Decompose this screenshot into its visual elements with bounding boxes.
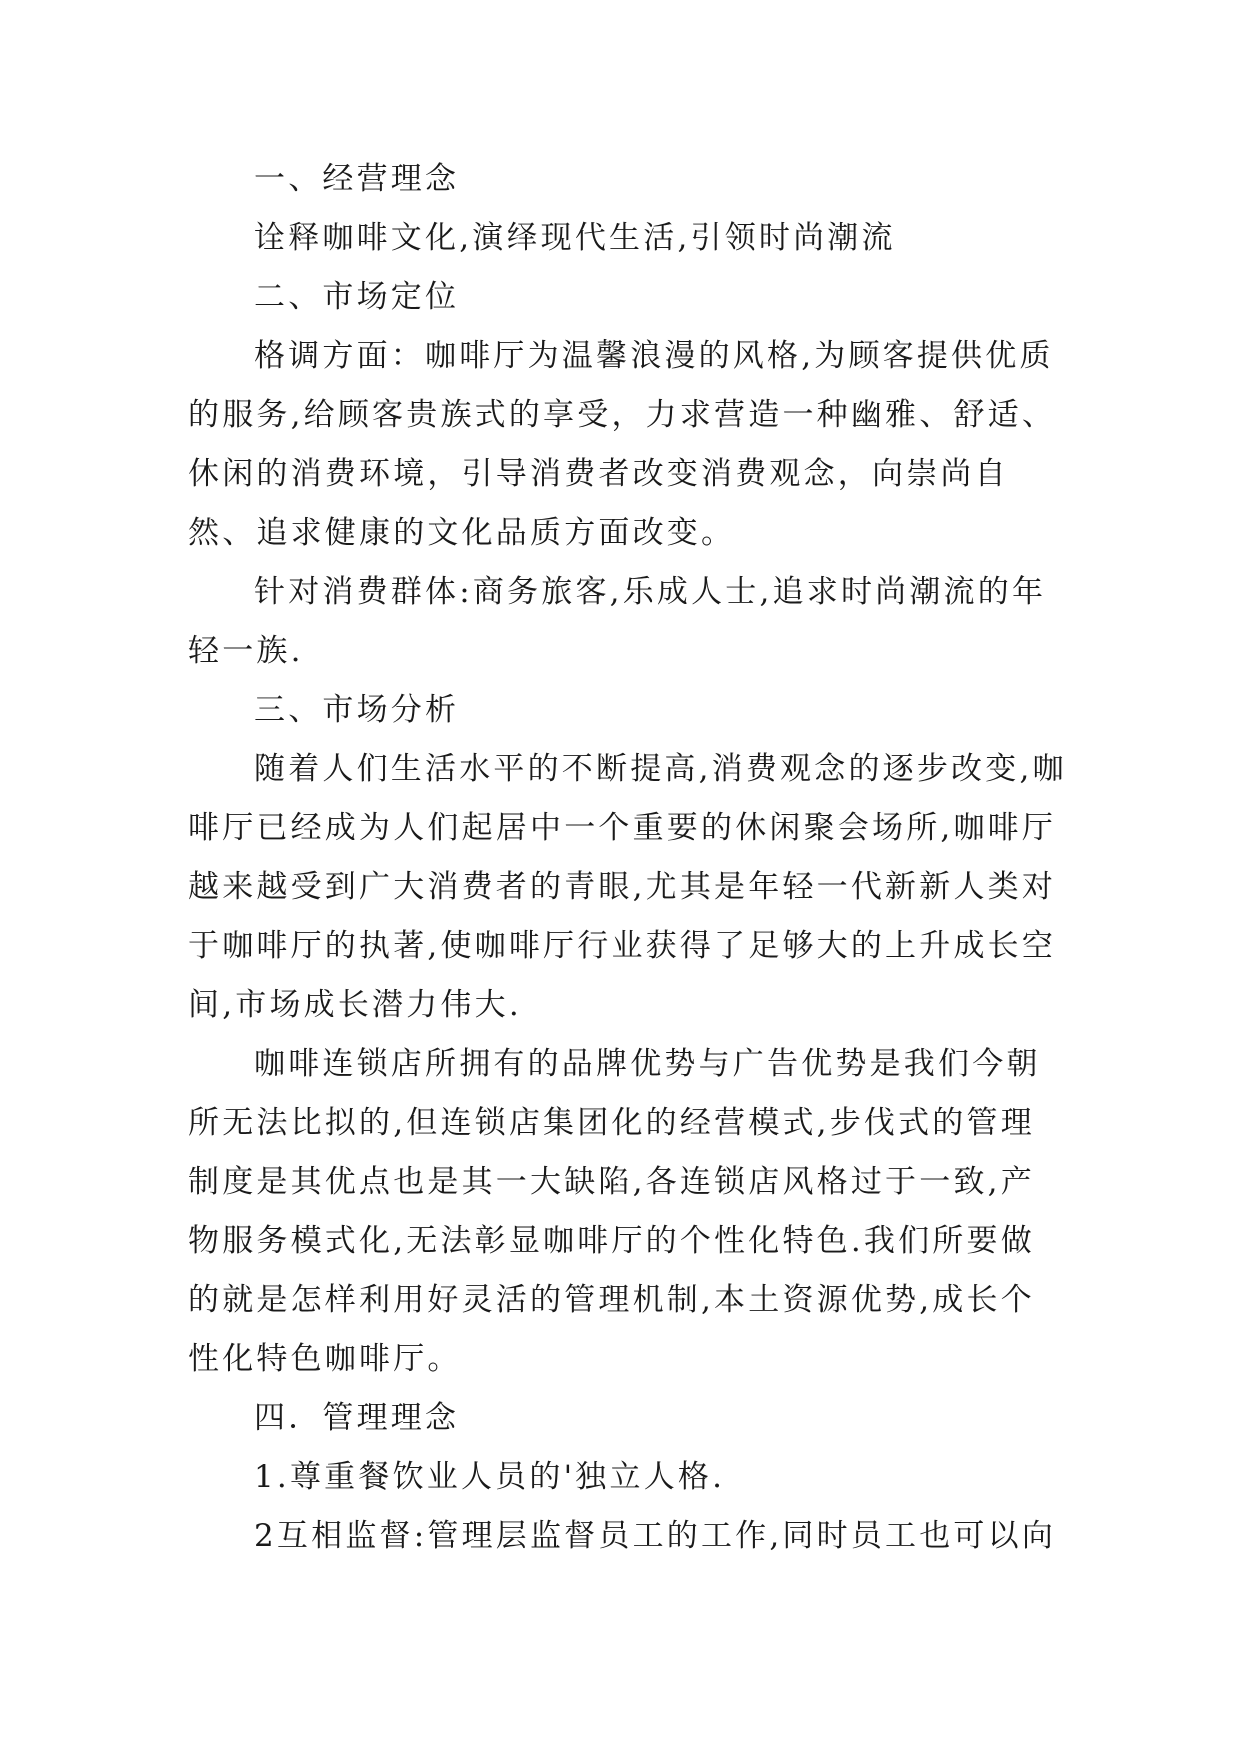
section-heading-market-positioning: 二、市场定位 (254, 279, 460, 315)
section-heading-management-philosophy: 一、经营理念 (254, 161, 460, 197)
paragraph-market-trend: 随着人们生活水平的不断提高,消费观念的逐步改变,咖啡厅已经成为人们起居中一个重要的休闲聚会场所,咖啡厅越来越受到广大消费者的青眼,尤其是年轻一代新新人类对于咖啡厅的执著,使咖啡厅行业获得了足够大的上升成长空间,市场成长潜力伟大. (188, 751, 1067, 1023)
section-heading-management-concept: 四．管理理念 (254, 1400, 460, 1436)
list-item-2: 2互相监督:管理层监督员工的工作,同时员工也可以向 (254, 1518, 1057, 1554)
paragraph-style: 格调方面：咖啡厅为温馨浪漫的风格,为顾客提供优质的服务,给顾客贵族式的享受，力求营造一种幽雅、舒适、休闲的消费环境，引导消费者改变消费观念，向崇尚自然、追求健康的文化品质方面改变。 (188, 338, 1057, 551)
list-item-1: 1.尊重餐饮业人员的'独立人格. (254, 1459, 726, 1495)
document-body (188, 150, 1068, 1566)
paragraph-competition: 咖啡连锁店所拥有的品牌优势与广告优势是我们今朝所无法比拟的,但连锁店集团化的经营模式,步伐式的管理制度是其优点也是其一大缺陷,各连锁店风格过于一致,产物服务模式化,无法彰显咖啡厅的个性化特色.我们所要做的就是怎样利用好灵活的管理机制,本土资源优势,成长个性化特色咖啡厅。 (188, 1046, 1041, 1377)
paragraph-slogan: 诠释咖啡文化,演绎现代生活,引领时尚潮流 (254, 220, 896, 256)
paragraph-target-customers: 针对消费群体:商务旅客,乐成人士,追求时尚潮流的年轻一族. (188, 574, 1047, 669)
section-heading-market-analysis: 三、市场分析 (254, 692, 460, 728)
